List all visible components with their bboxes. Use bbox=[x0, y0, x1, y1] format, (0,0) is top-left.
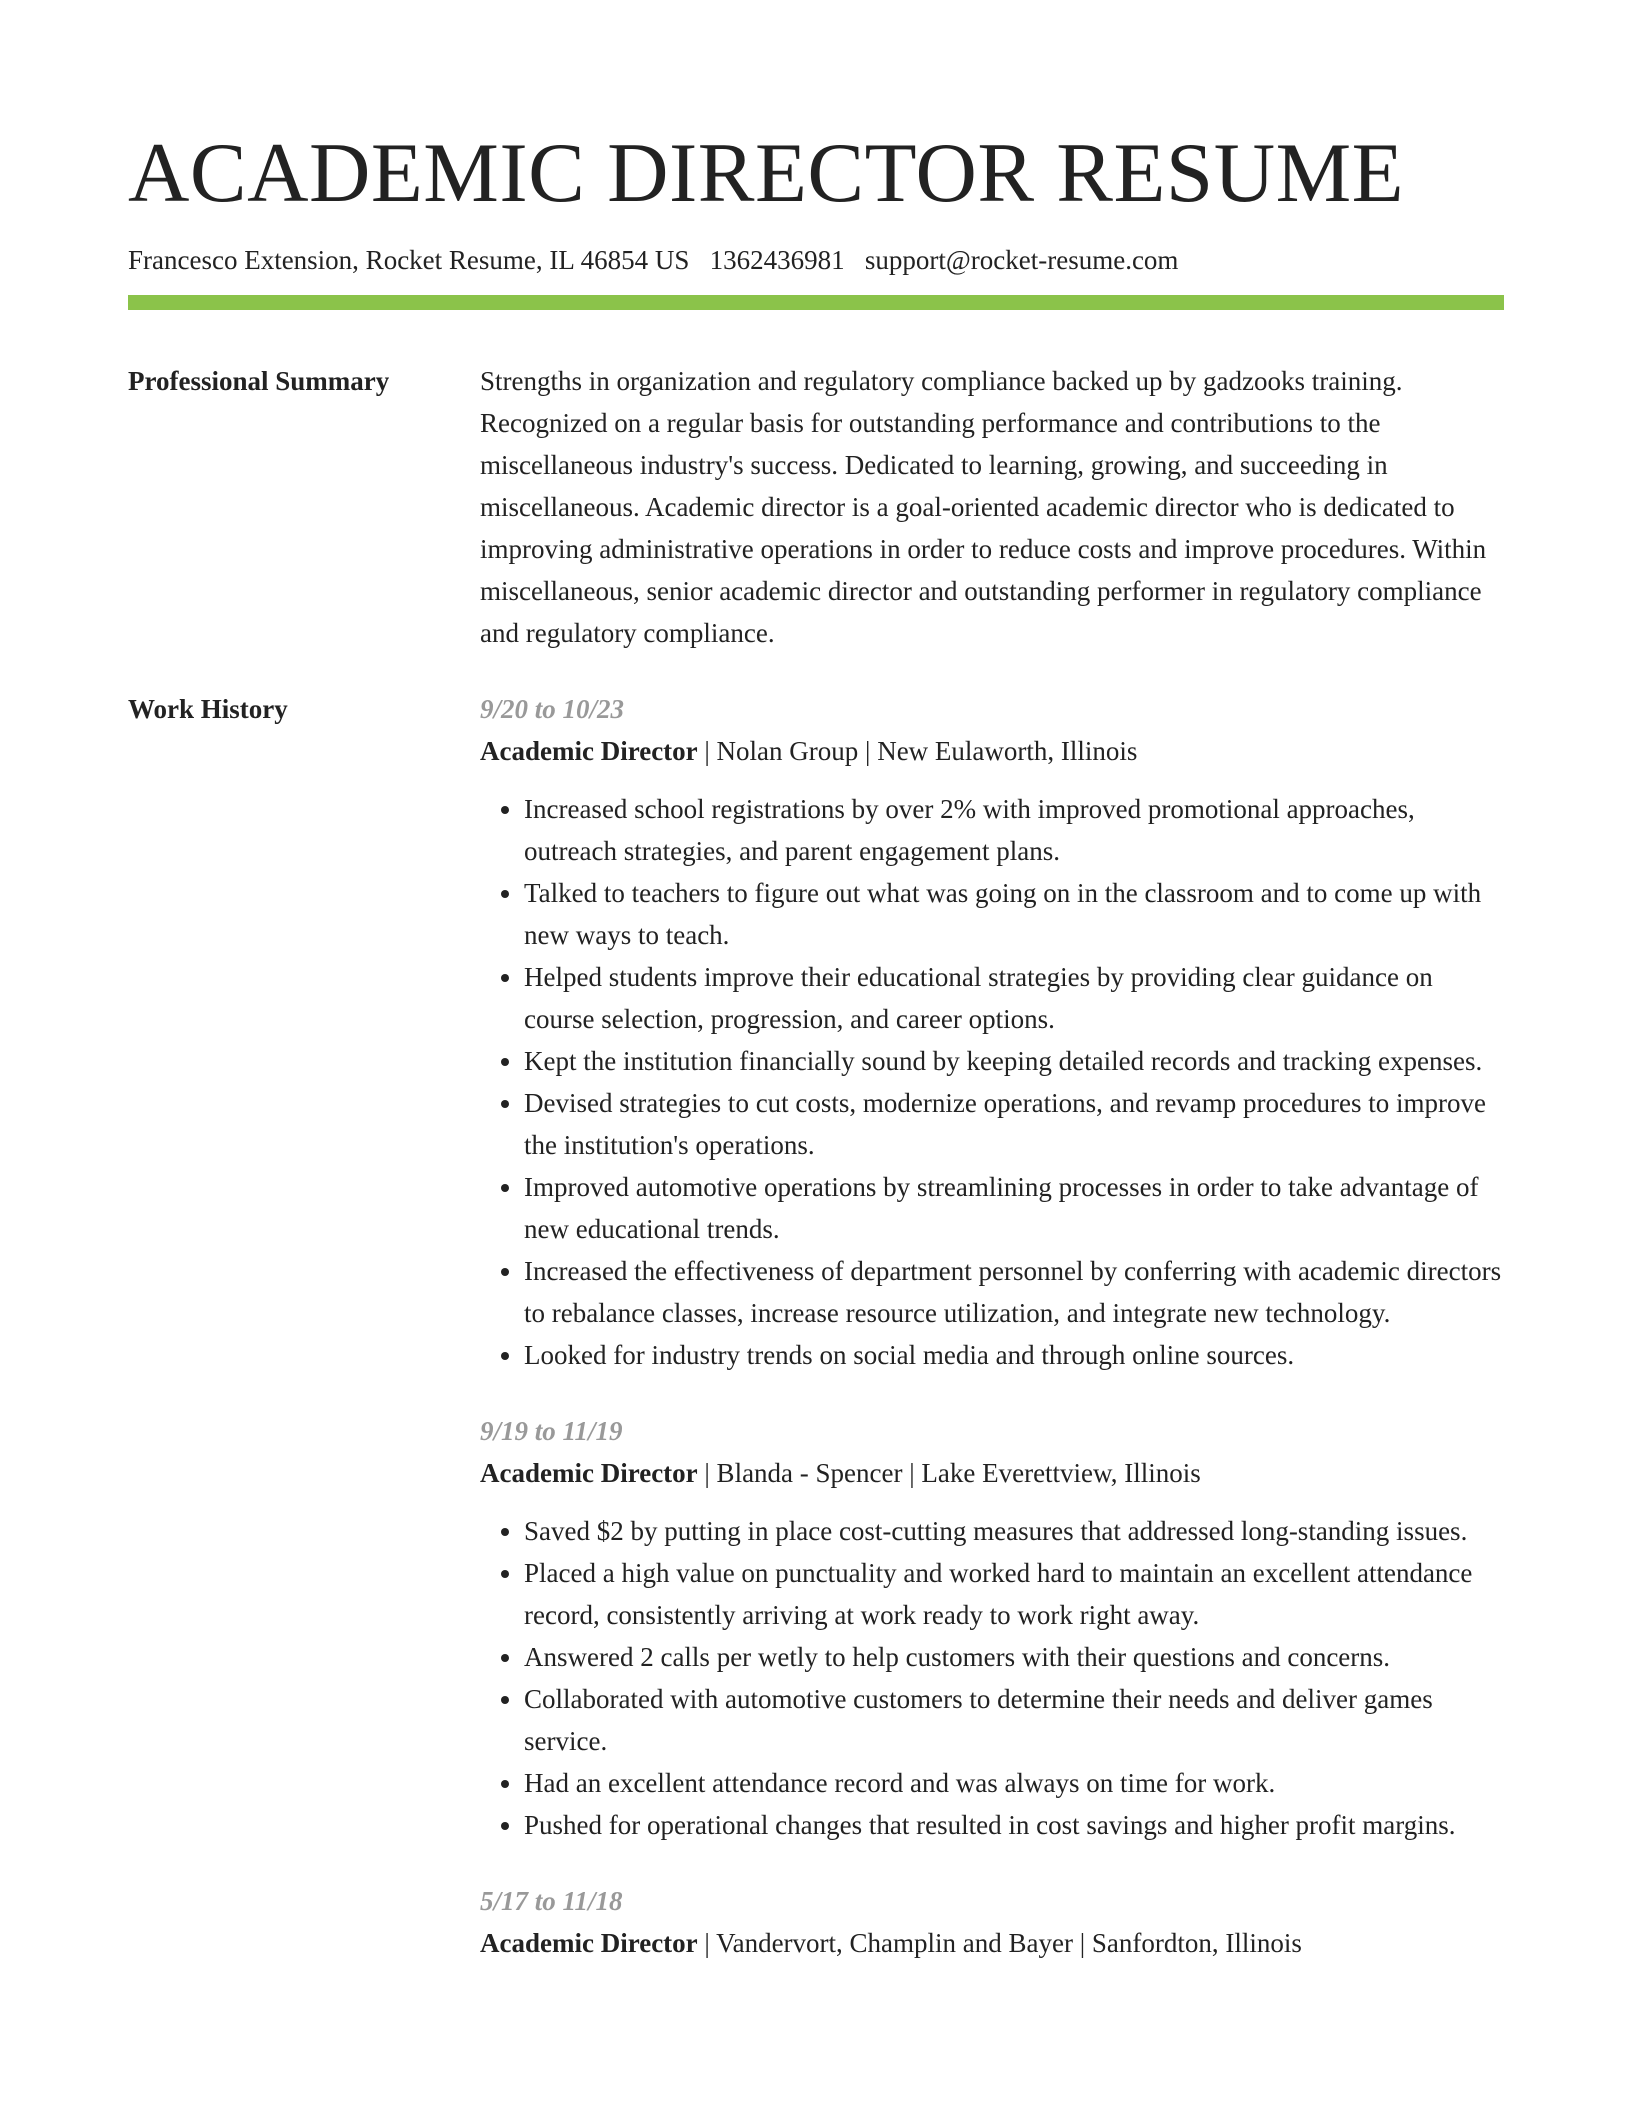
job-bullet: • Improved automotive operations by streamlining processes in order to take advantage of new educational trends. bbox=[524, 1166, 1504, 1250]
work-history-body bbox=[480, 688, 1504, 1964]
section-label-work-history: Work History bbox=[128, 694, 288, 724]
job-bullets bbox=[480, 788, 1504, 1376]
job-dates: 9/19 to 11/19 bbox=[480, 1416, 623, 1446]
resume-page bbox=[128, 0, 1504, 1964]
job-bullet: • Increased school registrations by over 2% with improved promotional approaches, outreach strategies, and parent engagement plans. bbox=[524, 788, 1504, 872]
job-title: Academic Director bbox=[480, 1458, 698, 1488]
job-entry bbox=[480, 1880, 1504, 1964]
job-heading bbox=[480, 730, 1504, 772]
job-entry bbox=[480, 688, 1504, 1376]
job-details: | Blanda - Spencer | Lake Everettview, Illinois bbox=[697, 1458, 1201, 1488]
summary-body bbox=[480, 360, 1504, 654]
job-dates: 9/20 to 10/23 bbox=[480, 694, 625, 724]
contact-line bbox=[128, 242, 1504, 278]
accent-divider bbox=[128, 295, 1504, 310]
professional-summary-section bbox=[128, 360, 1504, 654]
job-bullet: • Increased the effectiveness of department personnel by conferring with academic directors to rebalance classes, increase resource utilization, and integrate new technology. bbox=[524, 1250, 1504, 1334]
job-bullet: • Devised strategies to cut costs, modernize operations, and revamp procedures to improve the institution's operations. bbox=[524, 1082, 1504, 1166]
job-heading bbox=[480, 1452, 1504, 1494]
job-bullet: • Collaborated with automotive customers to determine their needs and deliver games service. bbox=[524, 1678, 1504, 1762]
contact-phone: 1362436981 bbox=[709, 245, 845, 275]
job-details: | Nolan Group | New Eulaworth, Illinois bbox=[697, 736, 1138, 766]
job-title: Academic Director bbox=[480, 1928, 698, 1958]
job-bullet: • Saved $2 by putting in place cost-cutting measures that addressed long-standing issues. bbox=[524, 1510, 1504, 1552]
job-heading bbox=[480, 1922, 1504, 1964]
job-bullet: • Talked to teachers to figure out what was going on in the classroom and to come up with new ways to teach. bbox=[524, 872, 1504, 956]
job-bullets bbox=[480, 1510, 1504, 1846]
job-bullet: • Pushed for operational changes that resulted in cost savings and higher profit margins. bbox=[524, 1804, 1504, 1846]
summary-text: Strengths in organization and regulatory compliance backed up by gadzooks training. Recognized on a regular basis for outstanding performance and contributions to the miscellaneous industry's success. Dedicated to learning, growing, and succeeding in miscellaneous. Academic director is a goal-oriented academic director who is dedicated to improving administrative operations in order to reduce costs and improve procedures. Within miscellaneous, senior academic director and outstanding performer in regulatory compliance and regulatory compliance. bbox=[480, 366, 1487, 648]
contact-address: Francesco Extension, Rocket Resume, IL 46854 US bbox=[128, 245, 690, 275]
job-bullet: • Kept the institution financially sound by keeping detailed records and tracking expenses. bbox=[524, 1040, 1504, 1082]
job-title: Academic Director bbox=[480, 736, 698, 766]
job-bullet: • Helped students improve their educational strategies by providing clear guidance on course selection, progression, and career options. bbox=[524, 956, 1504, 1040]
job-dates: 5/17 to 11/18 bbox=[480, 1886, 623, 1916]
contact-email: support@rocket-resume.com bbox=[864, 245, 1179, 275]
job-details: | Vandervort, Champlin and Bayer | Sanfordton, Illinois bbox=[697, 1928, 1302, 1958]
job-bullet: • Placed a high value on punctuality and worked hard to maintain an excellent attendance record, consistently arriving at work ready to work right away. bbox=[524, 1552, 1504, 1636]
job-entry bbox=[480, 1410, 1504, 1846]
job-bullet: • Looked for industry trends on social media and through online sources. bbox=[524, 1334, 1504, 1376]
resume-title: ACADEMIC DIRECTOR RESUME bbox=[128, 126, 1405, 220]
job-bullet: • Had an excellent attendance record and was always on time for work. bbox=[524, 1762, 1504, 1804]
section-label-summary: Professional Summary bbox=[128, 366, 390, 396]
work-history-section bbox=[128, 688, 1504, 1964]
job-bullet: • Answered 2 calls per wetly to help customers with their questions and concerns. bbox=[524, 1636, 1504, 1678]
